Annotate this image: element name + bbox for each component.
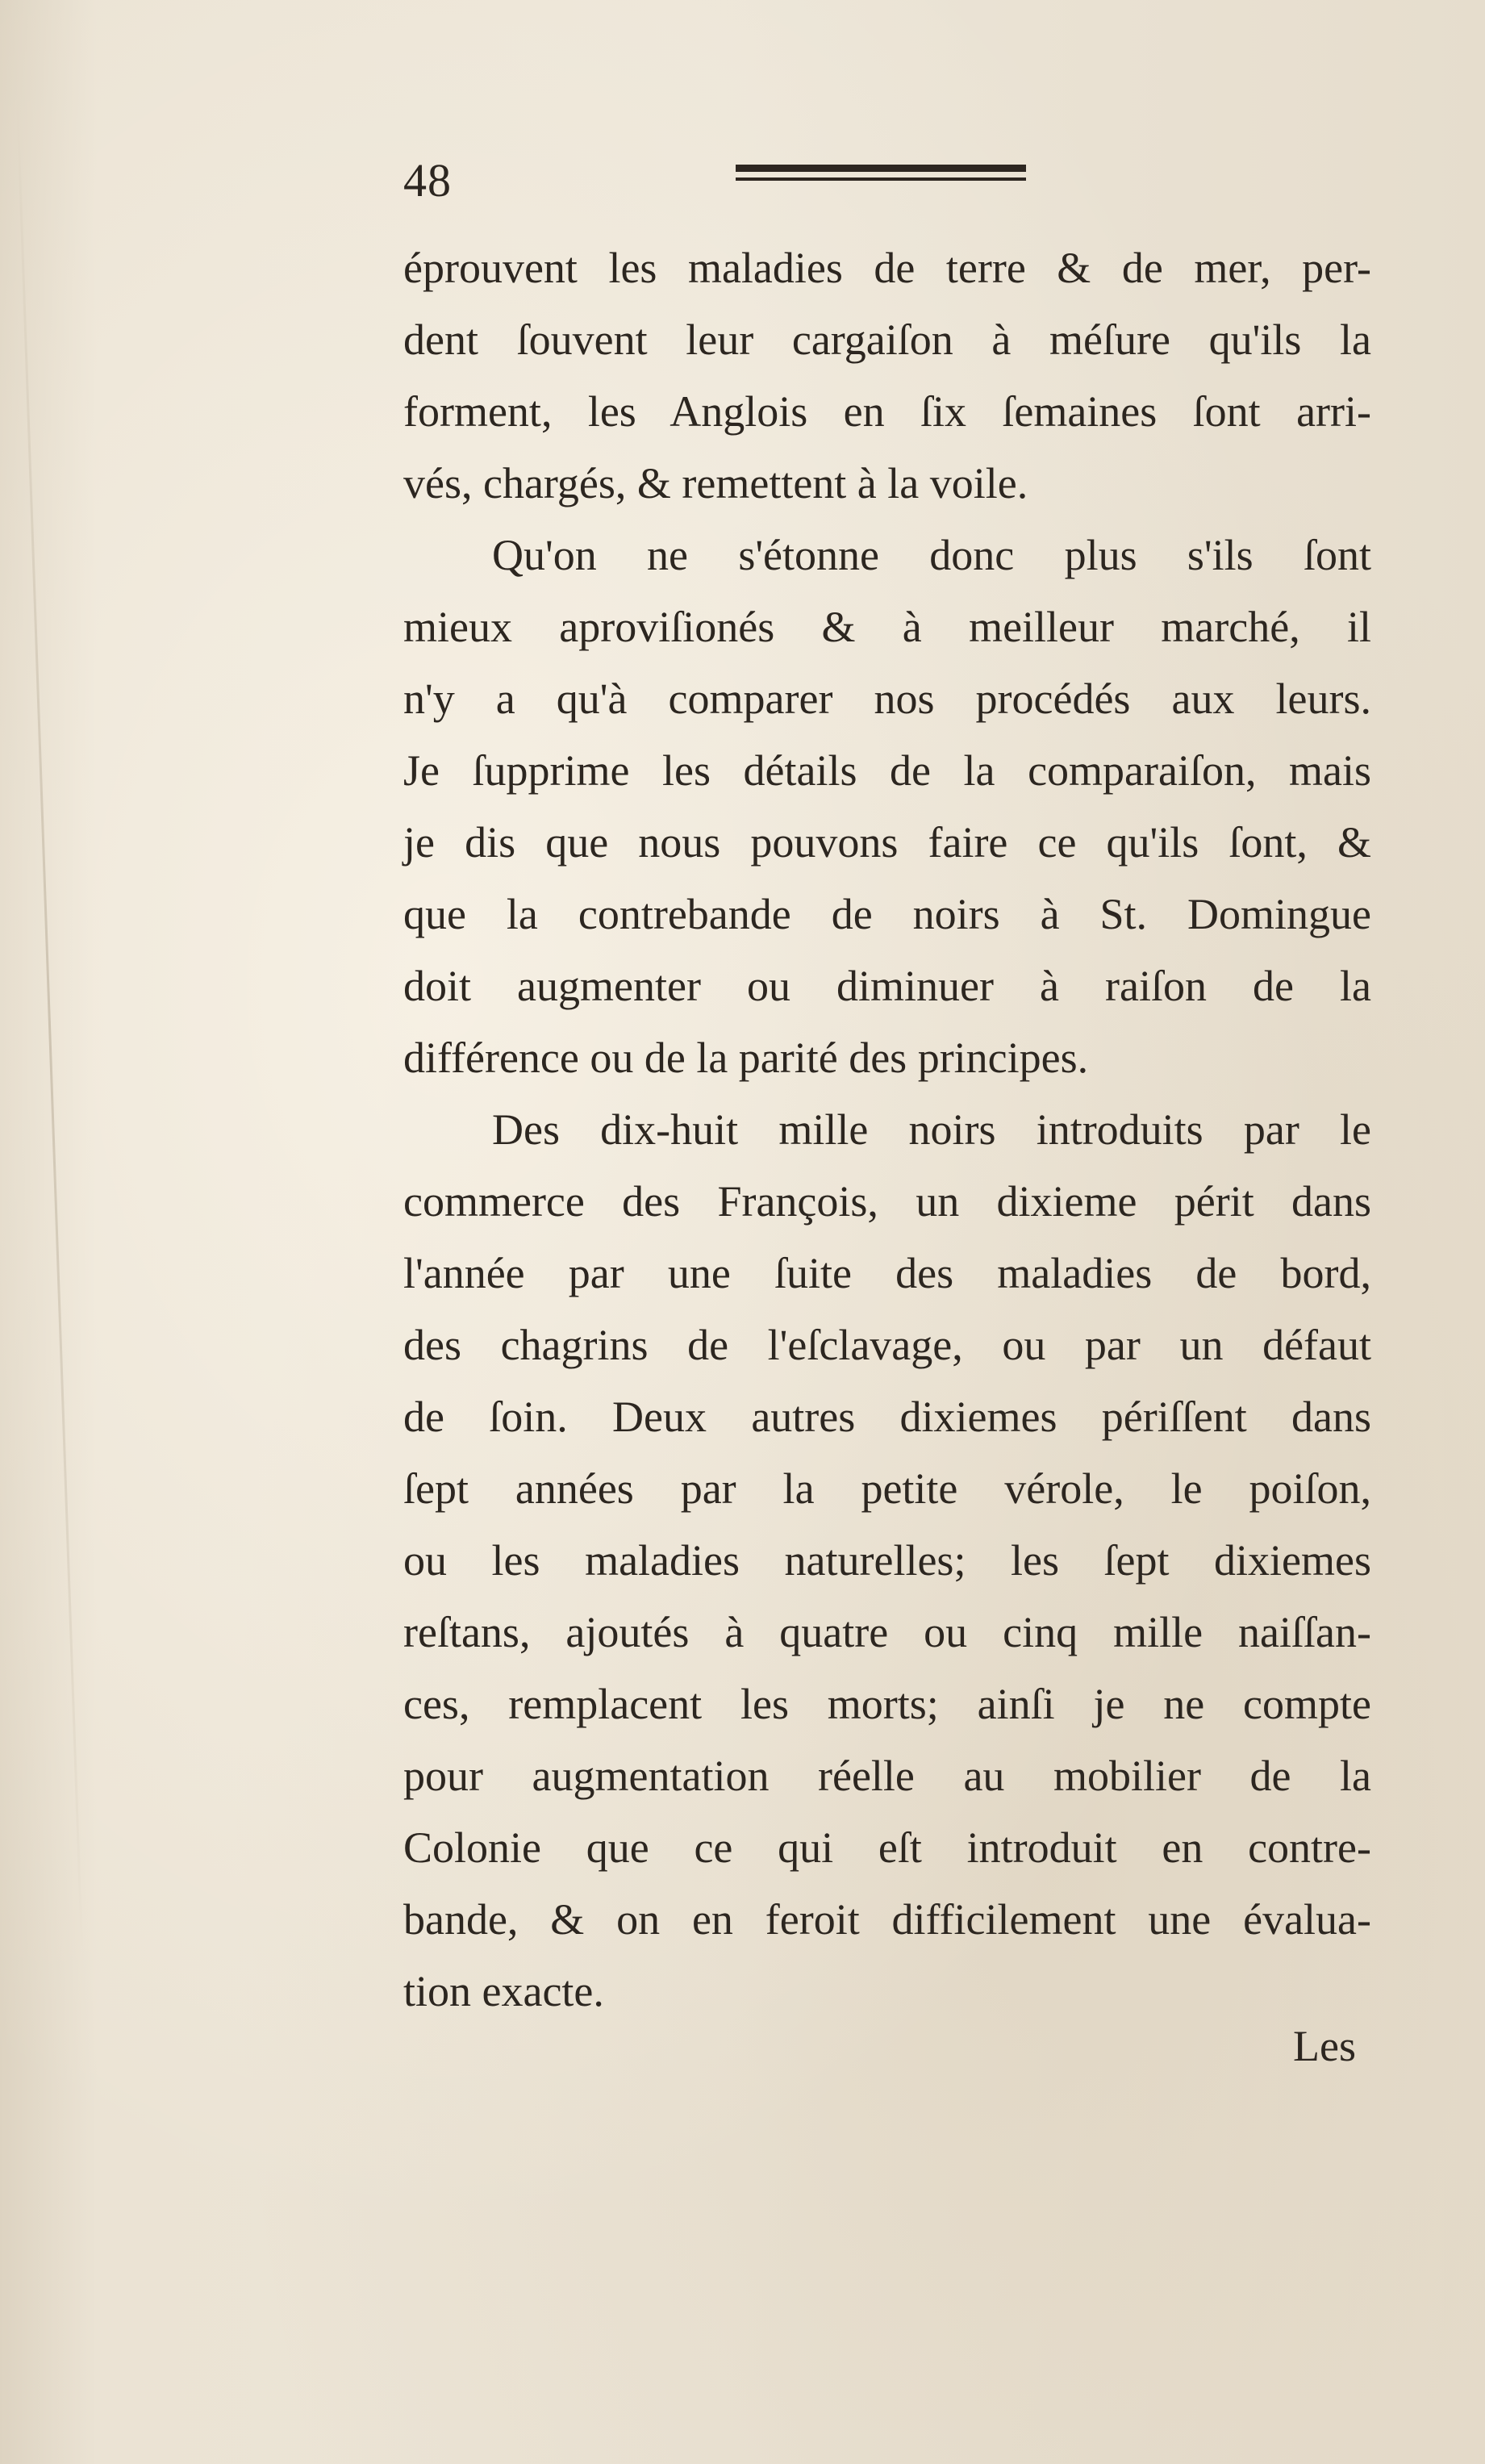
header-rule [736, 165, 1026, 181]
text-line: dent ſouvent leur cargaiſon à méſure qu'ils la [403, 315, 1371, 364]
text-line: bande, & on en feroit difficilement une évalua- [403, 1895, 1371, 1944]
text-line: de ſoin. Deux autres dixiemes périſſent dans [403, 1393, 1371, 1441]
body-text [403, 232, 1371, 2028]
text-line: je dis que nous pouvons faire ce qu'ils ſont, & [403, 818, 1371, 867]
text-line: ces, remplacent les morts; ainſi je ne compte [403, 1680, 1371, 1728]
paragraph-start-line: Qu'on ne s'étonne donc plus s'ils ſont [492, 531, 1371, 579]
text-line: reſtans, ajoutés à quatre ou cinq mille naiſſan- [403, 1608, 1371, 1656]
text-line: éprouvent les maladies de terre & de mer, per- [403, 244, 1371, 292]
page-header [403, 145, 1371, 218]
paragraph-start-line: Des dix-huit mille noirs introduits par le [492, 1105, 1371, 1154]
catchword: Les [1293, 2022, 1356, 2070]
text-line: ſept années par la petite vérole, le poiſon, [403, 1464, 1371, 1513]
text-line: forment, les Anglois en ſix ſemaines ſont arri- [403, 387, 1371, 436]
text-line: que la contrebande de noirs à St. Domingue [403, 890, 1371, 938]
text-line: l'année par une ſuite des maladies de bord, [403, 1249, 1371, 1297]
text-line: Colonie que ce qui eſt introduit en contre- [403, 1823, 1371, 1872]
text-line: différence ou de la parité des principes. [403, 1034, 1089, 1082]
text-line: pour augmentation réelle au mobilier de la [403, 1752, 1371, 1800]
text-line: vés, chargés, & remettent à la voile. [403, 459, 1028, 507]
text-line: commerce des François, un dixieme périt dans [403, 1177, 1371, 1226]
page-number: 48 [403, 154, 452, 207]
text-line: tion exacte. [403, 1967, 604, 2015]
text-line: des chagrins de l'eſclavage, ou par un défaut [403, 1321, 1371, 1369]
text-line: n'y a qu'à comparer nos procédés aux leurs. [403, 674, 1371, 723]
text-line: mieux aproviſionés & à meilleur marché, il [403, 603, 1371, 651]
text-line: doit augmenter ou diminuer à raiſon de la [403, 962, 1371, 1010]
text-line: ou les maladies naturelles; les ſept dixiemes [403, 1536, 1371, 1585]
text-line: Je ſupprime les détails de la comparaiſon, mais [403, 746, 1371, 795]
page-fold-shadow [16, 98, 83, 1952]
